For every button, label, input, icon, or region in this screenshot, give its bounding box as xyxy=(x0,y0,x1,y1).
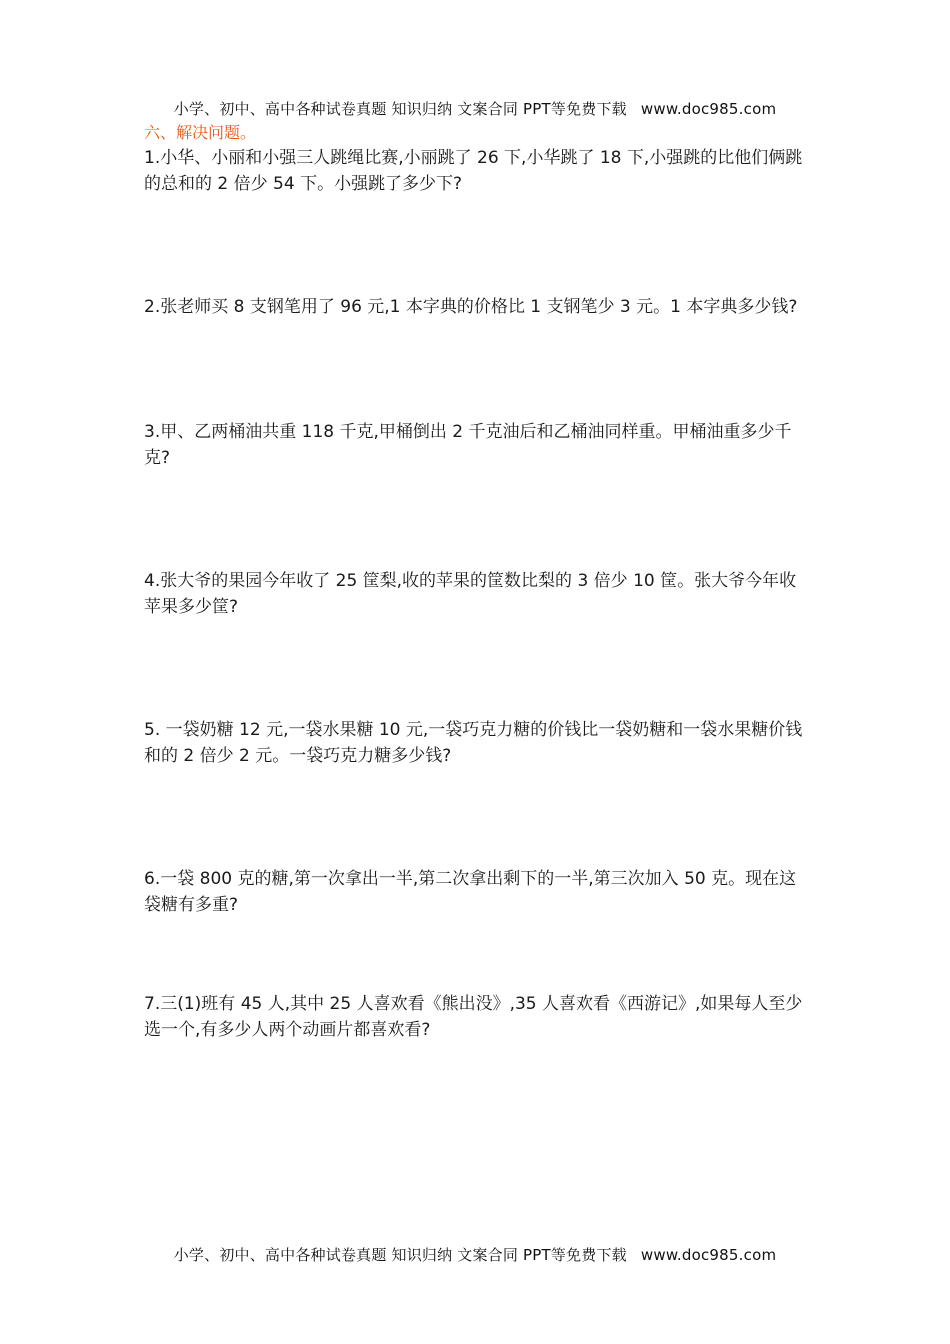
question-6: 6.一袋 800 克的糖,第一次拿出一半,第二次拿出剩下的一半,第三次加入 50 克。现在这袋糖有多重? xyxy=(144,869,797,915)
page-header xyxy=(0,98,950,119)
question-3: 3.甲、乙两桶油共重 118 千克,甲桶倒出 2 千克油后和乙桶油同样重。甲桶油重多少千克? xyxy=(144,422,792,468)
question-5: 5. 一袋奶糖 12 元,一袋水果糖 10 元,一袋巧克力糖的价钱比一袋奶糖和一袋水果糖价钱和的 2 倍少 2 元。一袋巧克力糖多少钱? xyxy=(144,720,803,766)
footer-site-link[interactable]: www.doc985.com xyxy=(640,1246,777,1264)
header-site-link[interactable]: www.doc985.com xyxy=(640,100,777,118)
page-footer xyxy=(0,1244,950,1265)
footer-text: 小学、初中、高中各种试卷真题 知识归纳 文案合同 PPT等免费下载 xyxy=(173,1246,627,1264)
header-text: 小学、初中、高中各种试卷真题 知识归纳 文案合同 PPT等免费下载 xyxy=(173,100,627,118)
question-2: 2.张老师买 8 支钢笔用了 96 元,1 本字典的价格比 1 支钢笔少 3 元。1 本字典多少钱? xyxy=(144,297,798,317)
question-1: 1.小华、小丽和小强三人跳绳比赛,小丽跳了 26 下,小华跳了 18 下,小强跳的比他们俩跳的总和的 2 倍少 54 下。小强跳了多少下? xyxy=(144,148,803,194)
section-title: 六、解决问题。 xyxy=(144,123,257,142)
question-7: 7.三(1)班有 45 人,其中 25 人喜欢看《熊出没》,35 人喜欢看《西游记》,如果每人至少选一个,有多少人两个动画片都喜欢看? xyxy=(144,994,803,1040)
question-4: 4.张大爷的果园今年收了 25 筐梨,收的苹果的筐数比梨的 3 倍少 10 筐。张大爷今年收苹果多少筐? xyxy=(144,571,797,617)
